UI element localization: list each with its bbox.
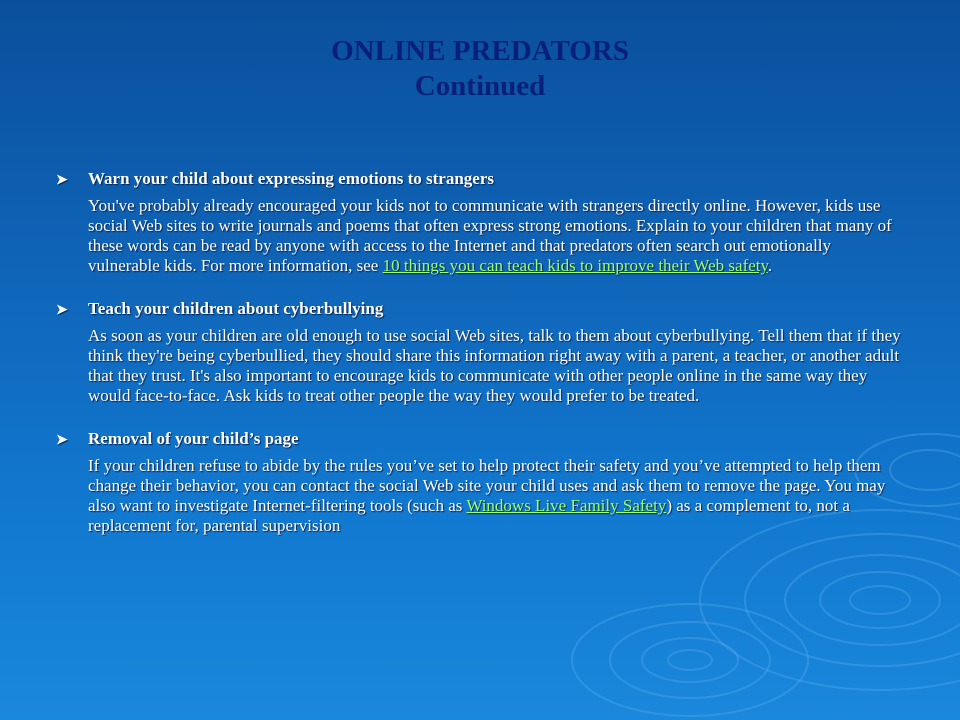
- bullet-item-page-removal: [56, 428, 906, 536]
- slide-title: [0, 34, 960, 105]
- item-body-text: As soon as your children are old enough to use social Web sites, talk to them about cyberbullying. Tell them that if they think they're being cyberbullied, they should share this information right away with a parent, a teacher, or another adult that they trust. It's also important to encourage kids to communicate with other people online in the same way they would face-to-face. Ask kids to treat other people the way they would prefer to be treated.: [88, 326, 901, 405]
- item-body-end: ) as a complement to, not a replacement for, parental supervision: [88, 496, 850, 535]
- item-body-end: .: [767, 256, 773, 275]
- family-safety-link[interactable]: Windows Live Family Safety: [466, 496, 667, 515]
- bullet-item-emotions: [56, 168, 906, 276]
- title-line-2: Continued: [414, 70, 546, 103]
- item-heading: Removal of your child’s page: [88, 429, 299, 448]
- item-body: [88, 456, 906, 536]
- arrow-bullet-icon: ➤: [56, 173, 68, 188]
- arrow-bullet-icon: ➤: [56, 303, 68, 318]
- bullet-item-cyberbullying: [56, 298, 906, 406]
- item-heading: Warn your child about expressing emotions to strangers: [88, 169, 494, 188]
- title-line-1: ONLINE PREDATORS: [331, 35, 629, 67]
- slide-content: [56, 168, 906, 558]
- item-body-text: You've probably already encouraged your kids not to communicate with strangers directly online. However, kids use social Web sites to write journals and poems that often express strong emotions. Explain to your children that many of these words can be read by anyone with access to the Internet and that predators often search out emotionally vulnerable kids. For more information, see: [88, 196, 892, 275]
- item-body: [88, 326, 906, 406]
- item-body-text: If your children refuse to abide by the rules you’ve set to help protect their safety and you’ve attempted to help them change their behavior, you can contact the social Web site your child uses and ask them to remove the page. You may also want to investigate Internet-filtering tools (such as: [88, 456, 886, 515]
- arrow-bullet-icon: ➤: [56, 433, 68, 448]
- web-safety-link[interactable]: 10 things you can teach kids to improve their Web safety: [382, 256, 768, 275]
- item-heading: Teach your children about cyberbullying: [88, 299, 384, 318]
- item-body: [88, 196, 906, 276]
